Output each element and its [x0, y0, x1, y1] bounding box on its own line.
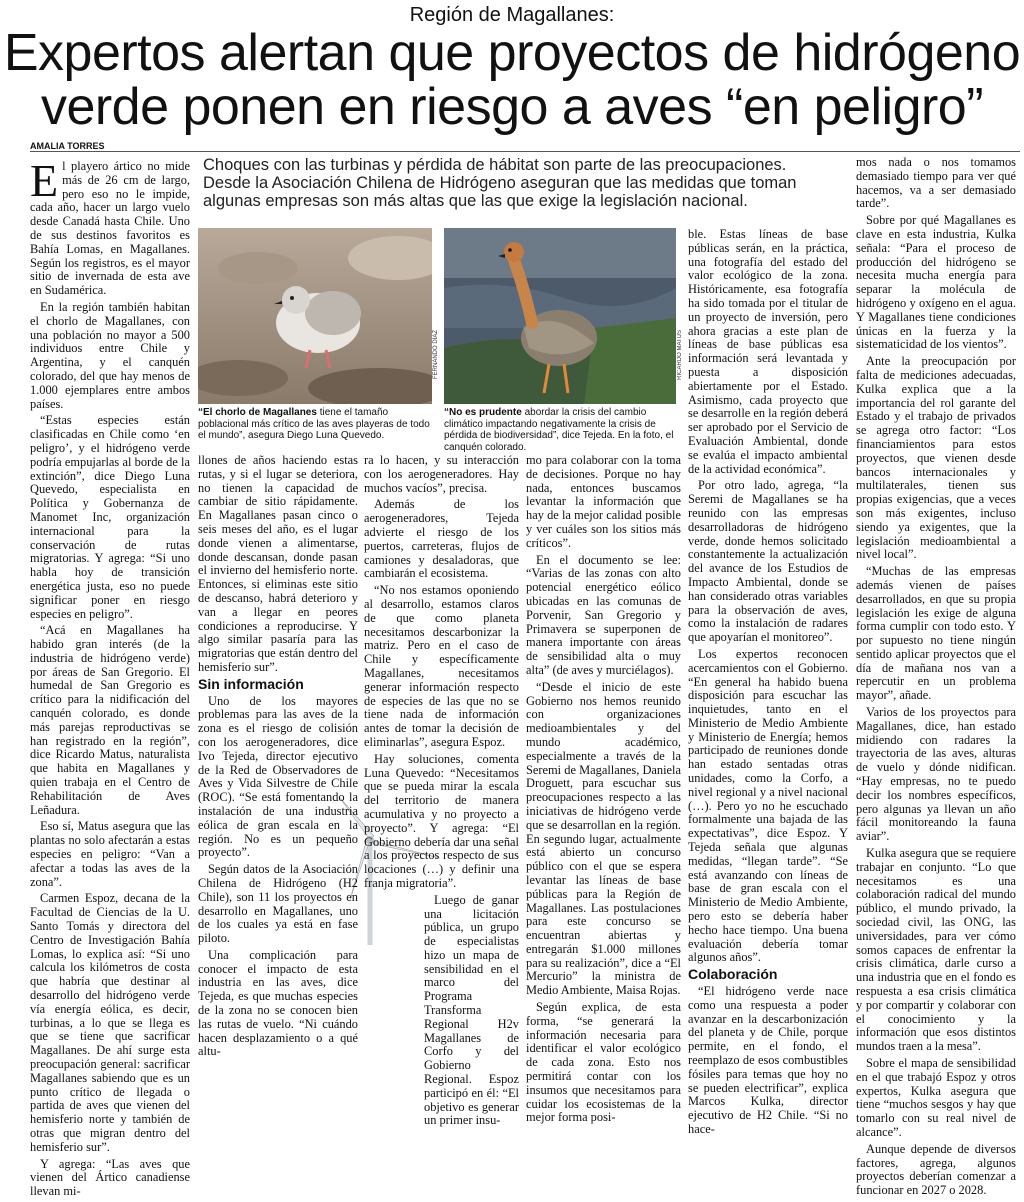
section-subhead-colaboracion: Colaboración — [688, 966, 778, 983]
section-subhead-sin-informacion: Sin información — [198, 675, 304, 692]
paragraph: Sobre el mapa de sensibilidad en el que trabajó Espoz y otros expertos, Kulka asegura que tiene “muchos sesgos y hay que tomarlo con su real nivel de alcance”. — [856, 1056, 1016, 1139]
paragraph: En la región también habitan el chorlo de Magallanes, con una población no mayor a 500 individuos entre Chile y Argentina, y el canquén colorado, del que hay menos de 1.000 ejemplares entre ambos países. — [30, 299, 190, 411]
caption-left-text: tiene el tamaño poblacional más crítico de las aves playeras de todo el mundo”, asegura Diego Luna Quevedo. — [198, 407, 430, 441]
kicker: Región de Magallanes: — [409, 4, 615, 26]
paragraph: Sobre por qué Magallanes es clave en esta industria, Kulka señala: “Para el proceso de producción del hidrógeno se necesita mucha energía para separar la molécula de hidrógeno y oxígeno en el agua. Y Magallanes tiene condiciones únicas en la fuerza y la sistematicidad de los vientos”. — [856, 213, 1016, 352]
paragraph: “El hidrógeno verde nace como una respuesta a poder avanzar en la descarbonización del planeta y de Chile, porque permite, en el fondo, el reemplazo de esos combustibles fósiles para temas que hoy no se pueden electrificar”, explica Marcos Kulka, director ejecutivo de H2 Chile. “Si no hace- — [688, 984, 848, 1136]
paragraph: “Acá en Magallanes ha habido gran interés (de la industria de hidrógeno verde) por áreas de San Gregorio. El humedal de San Gregorio es crítico para la nidificación del canquén colorado, es donde más parejas reproductivas se han registrado en la región”, dice Ricardo Matus, naturalista que habita en Magallanes y quien trabaja en el Centro de Rehabilitación de Aves Leñadura. — [30, 623, 190, 817]
byline: AMALIA TORRES — [30, 141, 105, 151]
paragraph: Luego de ganar una licitación pública, un grupo de especialistas hizo un mapa de sensibilidad en el marco del Programa Transforma Regional H2v Magallanes de Corfo y del Gobierno Regional. Espoz participó en él: “El objetivo es generar un primer insu- — [424, 892, 519, 1128]
caption-right-bold: “No es prudente — [444, 407, 522, 418]
paragraph: “Desde el inicio de este Gobierno nos hemos reunido con organizaciones medioambientales y del mundo académico, especialmente a través de la Seremi de Magallanes, Daniela Droguett, para escuchar sus preocupaciones respecto a las iniciativas de hidrógeno verde que se desarrollan en la región. En segundo lugar, actualmente está abierto un concurso público con el que se espera levantar las líneas de base públicas para la Región de Magallanes. Las postulaciones para este concurso se encuentran abiertas y entregarán $1.000 millones para su realización”, dice a “El Mercurio” la ministra de Medio Ambiente, Maisa Rojas. — [526, 679, 681, 998]
paragraph: El playero ártico no mide más de 26 cm de largo, pero eso no le impide, cada año, hacer un largo vuelo desde Canadá hasta Chile. Uno de sus destinos favoritos es Bahía Lomas, en Magallanes. Según los registros, es el mayor sitio de invernada de esta ave en Sudamérica. — [30, 155, 190, 298]
header-rule — [30, 151, 1020, 152]
paragraph: ra lo hacen, y su interacción con los aerogeneradores. Hay muchos vacíos”, precisa. — [364, 453, 519, 495]
headline-line-1: Expertos alertan que proyectos de hidrógeno — [3, 24, 1021, 82]
paragraph: Carmen Espoz, decana de la Facultad de Ciencias de la U. Santo Tomás y directora del Centro de Investigación Bahía Lomas, lo explica así: “Si uno calcula los kilómetros de costa que habría que destinar al desarrollo del hidrógeno verde vía energía eólica, es decir, turbinas, a lo que se llega es que se tiene que sacrificar Magallanes. De ahí surge esta preocupación general: sacrificar Magallanes sabiendo que es un punto crítico de llegada o partida de aves que vienen del hemisferio norte y también de otras que migran dentro del hemisferio sur”. — [30, 891, 190, 1154]
paragraph: “Estas especies están clasificadas en Chile como ‘en peligro’, y el hidrógeno verde podría empujarlas al borde de la extinción”, dice Diego Luna Quevedo, especialista en Política y Gobernanza de Manomet Inc, organización internacional para la conservación de rutas migratorias. Y agrega: “Si uno habla hoy de transición energética justa, eso no puede significar poner en riesgo especies en peligro”. — [30, 413, 190, 621]
paragraph: Uno de los mayores problemas para las aves de la zona es el riesgo de colisión con los aerogeneradores, dice Ivo Tejeda, director ejecutivo de la Red de Observadores de Aves y Vida Silvestre de Chile (ROC). “Se está fomentando la instalación de una industria eólica de gran escala en la región. No es un pequeño proyecto”. — [198, 693, 358, 860]
paragraph: mos nada o nos tomamos demasiado tiempo para ver qué hacemos, va a ser demasiado tarde”. — [856, 155, 1016, 211]
column-5 — [688, 228, 848, 1140]
column-2 — [198, 454, 358, 1062]
canquen-bird-image — [444, 228, 676, 404]
column-3 — [364, 454, 519, 1131]
caption-right-text: abordar la crisis del cambio climático impactando negativamente la crisis de pérdida de biodiversidad”, dice Tejeda. En la foto, el canquén colorado. — [444, 407, 674, 453]
paragraph: Ante la preocupación por falta de mediciones adecuadas, Kulka explica que a la importancia del rol garante del Estado y el trabajo de privados se agrega otro factor: “Los financiamientos para estos proyectos, que vienen desde bancos internacionales y multilaterales, tienen sus propias exigencias, que a veces son más exigentes, incluso siendo ya exigentes, que la legislación medioambiental a nivel local”. — [856, 354, 1016, 562]
photo-canquen — [444, 228, 676, 404]
paragraph: En el documento se lee: “Varias de las zonas con alto potencial energético eólico ubicadas en las comunas de Porvenir, San Gregorio y Primavera se superponen de manera importante con áreas de sensibilidad alta o muy alta” (de aves y murciélagos). — [526, 552, 681, 677]
chorlo-bird-image — [198, 228, 432, 404]
paragraph: llones de años haciendo estas rutas, y si el lugar se deteriora, no tienen la capacidad de cambiar de sitio rápidamente. En Magallanes pasan cinco o seis meses del año, es el lugar donde vienen a alimentarse, donde descansan, donde pasan el invierno del hemisferio norte. Entonces, si eliminas este sitio de descanso, habrá deterioro y van a llegar en peores condiciones a reproducirse. Y algo similar pasaría para las migratorias que están dentro del hemisferio sur”. — [198, 453, 358, 674]
paragraph: Aunque depende de diversos factores, agrega, algunos proyectos deberían comenzar a funcionar en 2027 o 2028. — [856, 1141, 1016, 1198]
paragraph: Los expertos reconocen acercamientos con el Gobierno. “En general ha habido buena disposición para escuchar las inquietudes, tanto en el Ministerio de Medio Ambiente y Ministerio de Energía; hemos participado de reuniones donde han estado sentadas otras unidades, como la Corfo, a nivel regional y a nivel nacional (…). Pero yo no he escuchado formalmente una bajada de las expectativas”, dice Espoz. Y Tejeda señala que algunas medidas, “llegan tarde”. “Se está avanzando con líneas de base de gran escala con el Ministerio de Medio Ambiente, pero esto se debería haber hecho hace tiempo. Una buena evaluación debería tomar algunos años”. — [688, 646, 848, 965]
paragraph: mo para colaborar con la toma de decisiones. Porque no hay nada, entonces buscamos levantar la información que hay de la mejor calidad posible y ver cuáles son los sitios más críticos”. — [526, 453, 681, 550]
caption-right — [444, 407, 680, 453]
paragraph: Según explica, de esta forma, “se generará la información necesaria para identificar el valor ecológico de cada zona. Esto nos permitirá contar con los insumos que necesitamos para cuidar los ecosistemas de la mejor forma posi- — [526, 1000, 681, 1125]
column-1 — [30, 155, 190, 1202]
paragraph: Una complicación para conocer el impacto de esta industria en las aves, dice Tejeda, es que muchas especies de la zona no se conocen bien las rutas de vuelo. “Ni cuándo hacen desplazamiento o a qué altu- — [198, 947, 358, 1059]
paragraph: Y agrega: “Las aves que vienen del Ártico canadiense llevan mi- — [30, 1156, 190, 1199]
headline-line-2: verde ponen en riesgo a aves “en peligro” — [40, 78, 984, 136]
headline — [0, 26, 1024, 134]
paragraph: Según datos de la Asociación Chilena de Hidrógeno (H2 Chile), son 11 los proyectos en desarrollo en Magallanes, uno de los cuales ya está en fase piloto. — [198, 862, 358, 946]
deck: Choques con las turbinas y pérdida de hábitat son parte de las preocupaciones. Desde la Asociación Chilena de Hidrógeno aseguran que las medidas que toman algunas empresas son más altas que las que exige la legislación nacional. — [203, 156, 797, 210]
paragraph: Kulka asegura que se requiere trabajar en conjunto. “Lo que necesitamos es una colaboración radical del mundo público, el mundo privado, la sociedad civil, las ONG, las universidades, para ver cómo somos capaces de enfrentar la crisis climática, darle curso a una industria que en el fondo es respuesta a esa crisis climática y por compartir y colaborar con el conocimiento y la información que esos distintos mundos traen a la mesa”. — [856, 846, 1016, 1054]
column-6 — [856, 156, 1016, 1201]
paragraph: Además de los aerogeneradores, Tejeda advierte el riesgo de los puertos, carreteras, flujos de camiones y desaladoras, que cambiarán el ecosistema. — [364, 497, 519, 581]
photo-credit-left: FERNANDO DÍAZ — [433, 330, 439, 380]
photo-chorlo — [198, 228, 432, 404]
paragraph: “No nos estamos oponiendo al desarrollo, estamos claros de que como planeta necesitamos descarbonizar la matriz. Pero en el caso de Chile y específicamente Magallanes, necesitamos generar información respecto de especies de las que no se tiene nada de información antes de tomar la decisión de eliminarlas”, asegura Espoz. — [364, 583, 519, 749]
paragraph: Varios de los proyectos para Magallanes, dice, han estado midiendo con radares la trayectoria de las aves, alturas de vuelo y dónde nidifican. “Hay empresas, no te puedo decir los nombres específicos, pero algunas ya llevan un año fácil monitoreando la fauna aviar”. — [856, 705, 1016, 844]
dropcap: E — [30, 155, 59, 206]
paragraph: “Muchas de las empresas además vienen de países desarrollados, en que su propia legislación les exige de alguna forma cumplir con todo esto. Y por supuesto no tiene ningún sentido aplicar proyectos que el día de mañana nos van a repercutir en un problema mayor”, añade. — [856, 564, 1016, 703]
paragraph: Eso sí, Matus asegura que las plantas no solo afectarán a estas especies en peligro: “Van a afectar a todas las aves de la zona”. — [30, 819, 190, 889]
photo-credit-right: RICARDO MATUS — [677, 330, 683, 380]
paragraph: Por otro lado, agrega, “la Seremi de Magallanes se ha reunido con las empresas desarrolladoras de hidrógeno verde, donde hemos solicitado constantemente la actualización del avance de los Estudios de Impacto Ambiental, donde se han considerado otras variables para la observación de aves, como la instalación de radares que apoyarían el monitoreo”. — [688, 478, 848, 645]
paragraph: ble. Estas líneas de base públicas serán, en la práctica, una fotografía del estado del valor ecológico de la zona. Históricamente, esa fotografía ha sido tomada por el titular de un proyecto de inversión, pero ahora gracias a este plan de líneas de base públicas esa información será levantada y puesta a disposición abiertamente por el Estado. Asimismo, cada proyecto que se desarrolle en la región deberá ser aprobado por el Servicio de Evaluación Ambiental, donde se evalúa el impacto ambiental de la actividad económica”. — [688, 227, 848, 476]
paragraph: Hay soluciones, comenta Luna Quevedo: “Necesitamos que se pueda mirar la escala del territorio de manera acumulativa y no proyecto a proyecto”. Y agrega: “El Gobierno debería dar una señal a los proyectos respecto de sus locaciones (…) y definir una franja migratoria”. — [364, 751, 519, 890]
caption-left — [198, 407, 434, 442]
column-4 — [526, 454, 681, 1128]
caption-left-bold: “El chorlo de Magallanes — [198, 407, 317, 418]
